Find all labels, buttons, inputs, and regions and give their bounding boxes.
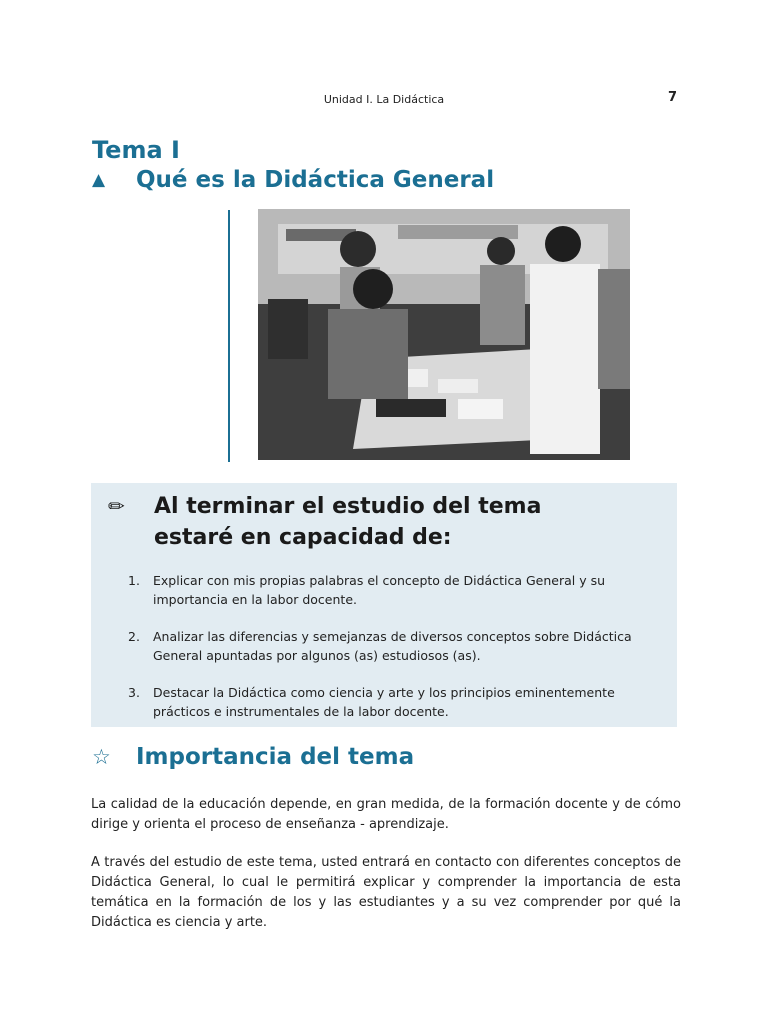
objective-item (128, 627, 668, 665)
topic-title (92, 167, 494, 193)
objective-item (128, 571, 668, 609)
objectives-heading-line1: Al terminar el estudio del tema (154, 494, 542, 519)
topic-heading: Qué es la Didáctica General (136, 167, 495, 193)
vertical-divider (228, 210, 230, 462)
objectives-heading (108, 491, 541, 553)
triangle-icon: ▲ (92, 170, 106, 190)
page-number: 7 (668, 90, 678, 105)
star-icon: ☆ (92, 745, 111, 769)
objective-text: Destacar la Didáctica como ciencia y arte y los principios eminentemente prácticos e instrumentales de la labor docente. (153, 685, 615, 719)
objective-number: 2. (128, 629, 140, 644)
objective-text: Analizar las diferencias y semejanzas de diversos conceptos sobre Didáctica General apuntadas por algunos (as) estudiosos (as). (153, 629, 632, 663)
importance-paragraph: La calidad de la educación depende, en gran medida, de la formación docente y de cómo dirige y orienta el proceso de enseñanza - aprendizaje. (91, 797, 681, 832)
objective-number: 3. (128, 685, 140, 700)
running-header: Unidad I. La Didáctica (323, 93, 445, 106)
classroom-photo-graphic (258, 209, 630, 460)
objective-number: 1. (128, 573, 140, 588)
objectives-heading-line2: estaré en capacidad de: (154, 525, 452, 550)
tema-label: Tema I (92, 136, 180, 164)
objective-text: Explicar con mis propias palabras el concepto de Didáctica General y su importancia en la labor docente. (153, 573, 606, 607)
objective-item (128, 683, 668, 721)
importance-heading (92, 744, 414, 770)
importance-paragraph: A través del estudio de este tema, usted entrará en contacto con diferentes conceptos de Didáctica General, lo cual le permitirá explicar y comprender la importancia de esta temática en la formación de los y las estudiantes y a su vez comprender por qué la Didáctica es ciencia y arte. (91, 855, 681, 930)
classroom-photo (258, 209, 630, 460)
importance-heading-text: Importancia del tema (136, 744, 415, 770)
pencil-icon: ✏ (108, 494, 125, 518)
